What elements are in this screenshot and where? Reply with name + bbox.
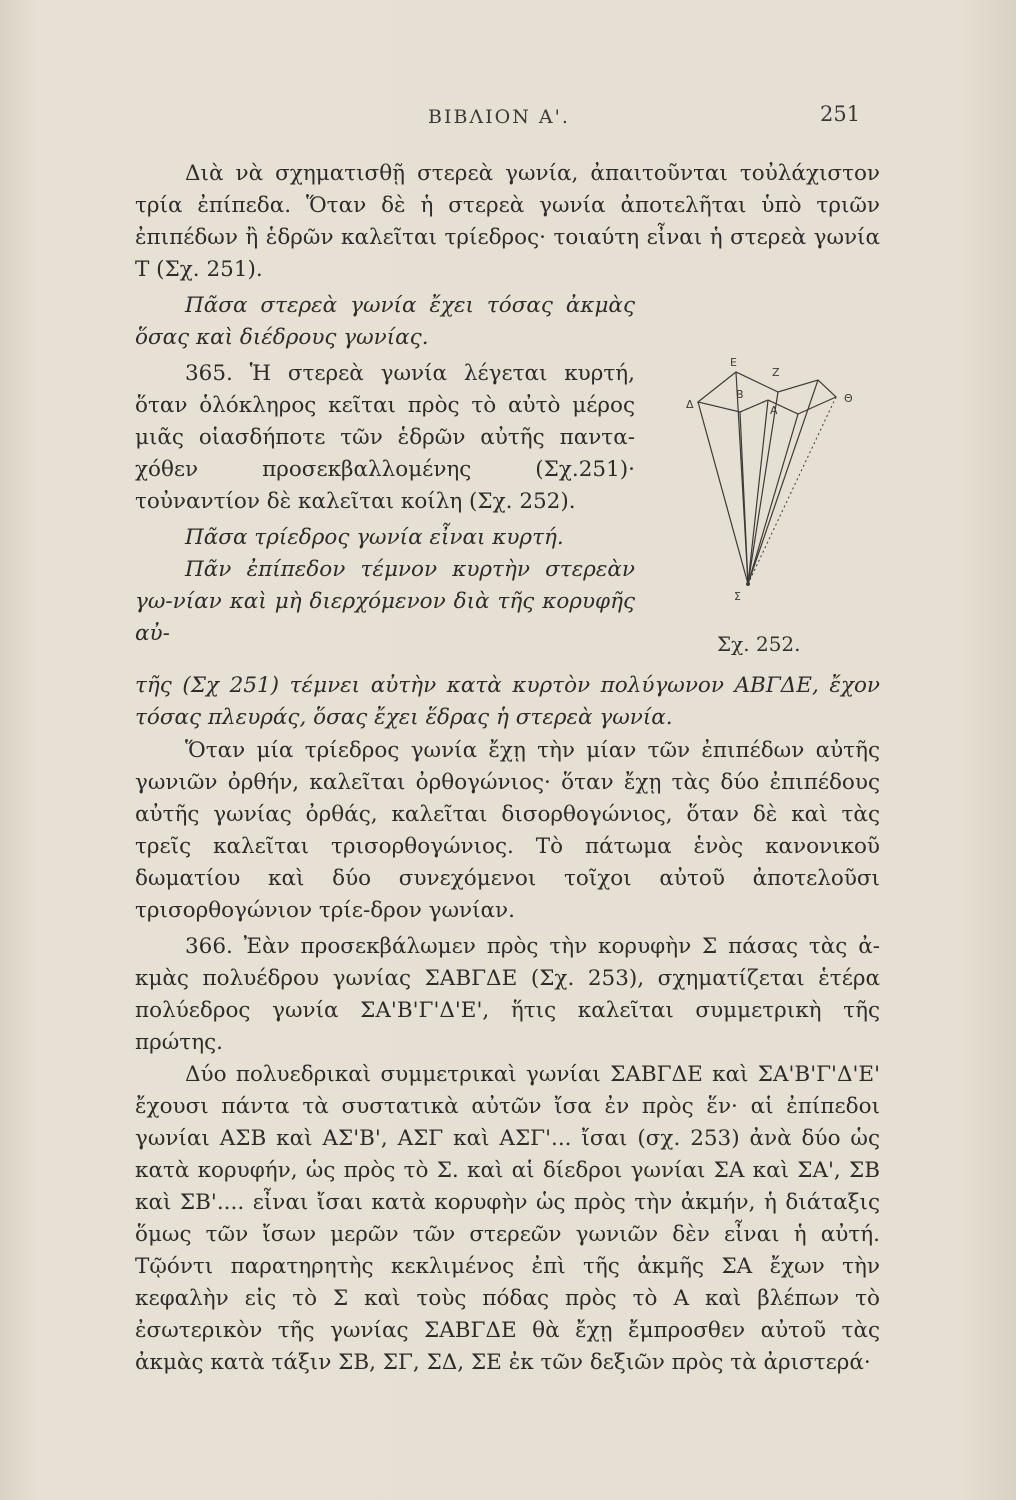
label-delta: Δ (686, 398, 694, 411)
figure-252 (668, 352, 898, 612)
paragraph-366-symmetric: 366. Ἐὰν προσεκβάλωμεν πρὸς τὴν κορυφὴν Σ πάσας τὰς ἀ-κμὰς πολυέδρου γωνίας ΣΑΒΓΔΕ (Σχ. 253), σχηματίζεται ἑτέρα πολύεδρος γωνία ΣΑ'Β'Γ'Δ'Ε', ἥτις καλεῖται συμμετρικὴ τῆς πρώτης. (135, 934, 880, 1055)
label-sigma: Σ (734, 590, 741, 603)
page-header (0, 100, 1016, 140)
figure-252-drawing (668, 352, 898, 612)
paragraph-orthogonal-trihedral: Ὅταν μία τρίεδρος γωνία ἔχῃ τὴν μίαν τῶν ἐπιπέδων αὐτῆς γωνιῶν ὀρθήν, καλεῖται ὀρθογώνιος· ὅταν ἔχῃ τὰς δύο ἐπιπέδους αὐτῆς γωνίας ὀρθάς, καλεῖται δισορθογώνιος, ὅταν δὲ καὶ τὰς τρεῖς καλεῖται τρισορθογώνιος. Τὸ πάτωμα ἑνὸς κανονικοῦ δωματίου καὶ δύο συνεχόμενοι τοῖχοι αὐτοῦ ἀποτελοῦσι τρισορθογώνιον τρίε-δρον γωνίαν. (135, 738, 880, 923)
edge-sigma-back (748, 397, 836, 584)
text-block-left-column (135, 290, 635, 650)
running-title: ΒΙΒΛΙΟΝ Α'. (428, 106, 570, 128)
paragraph-solid-angle-definition: Διὰ νὰ σχηματισθῇ στερεὰ γωνία, ἀπαιτοῦνται τοὐλάχιστον τρία ἐπίπεδα. Ὅταν δὲ ἡ στερεὰ γωνία ἀποτελῆται ὑπὸ τριῶν ἐπιπέδων ἢ ἑδρῶν καλεῖται τρίεδρος· τοιαύτη εἶναι ἡ στερεὰ γωνία Τ (Σχ. 251). (135, 161, 880, 282)
paragraph-theorem-edges: Πᾶσα στερεὰ γωνία ἔχει τόσας ἀκμὰς ὅσας καὶ διέδρους γωνίας. (135, 293, 635, 350)
label-e: E (730, 356, 737, 369)
text-block-top (135, 158, 880, 286)
figure-caption: Σχ. 252. (717, 632, 801, 656)
label-b: B (736, 388, 744, 401)
label-a: A (770, 404, 778, 417)
paragraph-theorem-plane-section: Πᾶν ἐπίπεδον τέμνον κυρτὴν στερεὰν γω-νίαν καὶ μὴ διερχόμενον διὰ τῆς κορυφῆς αὐ- (135, 557, 635, 646)
paragraph-theorem-plane-section-continued: τῆς (Σχ 251) τέμνει αὐτὴν κατὰ κυρτὸν πολύγωνον ΑΒΓΔΕ, ἔχον τόσας πλευράς, ὅσας ἔχει ἕδρας ἡ στερεὰ γωνία. (135, 673, 880, 730)
edge-sigma-z (748, 392, 778, 584)
hidden-edges (740, 400, 798, 414)
label-theta: Θ (844, 392, 853, 405)
label-z: Z (772, 366, 780, 379)
paragraph-365-convex: 365. Ἡ στερεὰ γωνία λέγεται κυρτή, ὅταν ὁλόκληρος κεῖται πρὸς τὸ αὐτὸ μέρος μιᾶς οἱασδήποτε τῶν ἑδρῶν αὐτῆς παντα-χόθεν προσεκβαλλομένης (Σχ.251)· τοὐναντίον δὲ καλεῖται κοίλη (Σχ. 252). (135, 361, 635, 514)
paragraph-symmetric-properties: Δύο πολυεδρικαὶ συμμετρικαὶ γωνίαι ΣΑΒΓΔΕ καὶ ΣΑ'Β'Γ'Δ'Ε' ἔχουσι πάντα τὰ συστατικὰ αὐτῶν ἴσα ἐν πρὸς ἕν· αἱ ἐπίπεδοι γωνίαι ΑΣΒ καὶ ΑΣ'Β', ΑΣΓ καὶ ΑΣΓ'... ἴσαι (σχ. 253) ἀνὰ δύο ὡς κατὰ κορυφήν, ὡς πρὸς τὸ Σ. καὶ αἱ δίεδροι γωνίαι ΣΑ καὶ ΣΑ', ΣΒ καὶ ΣΒ'.... εἶναι ἴσαι κατὰ κορυφὴν ὡς πρὸς τὴν ἀκμήν, ἡ διάταξις ὅμως τῶν ἴσων μερῶν τῶν στερεῶν γωνιῶν δὲν εἶναι ἡ αὐτή. Τῷόντι παρατηρητὴς κεκλιμένος ἐπὶ τῆς ἀκμῆς ΣΑ ἔχων τὴν κεφαλὴν εἰς τὸ Σ καὶ τοὺς πόδας πρὸς τὸ Α καὶ βλέπων τὸ ἐσωτερικὸν τῆς γωνίας ΣΑΒΓΔΕ θὰ ἔχῃ ἔμπροσθεν αὐτοῦ τὰς ἀκμὰς κατὰ τάξιν ΣΒ, ΣΓ, ΣΔ, ΣΕ ἐκ τῶν δεξιῶν πρὸς τὰ ἀριστερά· (135, 1062, 880, 1375)
text-block-after-figure (135, 670, 880, 734)
paragraph-theorem-trihedral-convex: Πᾶσα τρίεδρος γωνία εἶναι κυρτή. (185, 525, 564, 550)
page-number: 251 (820, 102, 861, 126)
edge-sigma-inner (748, 414, 798, 584)
text-block-bottom (135, 735, 880, 1379)
vertex-sigma (746, 582, 750, 586)
